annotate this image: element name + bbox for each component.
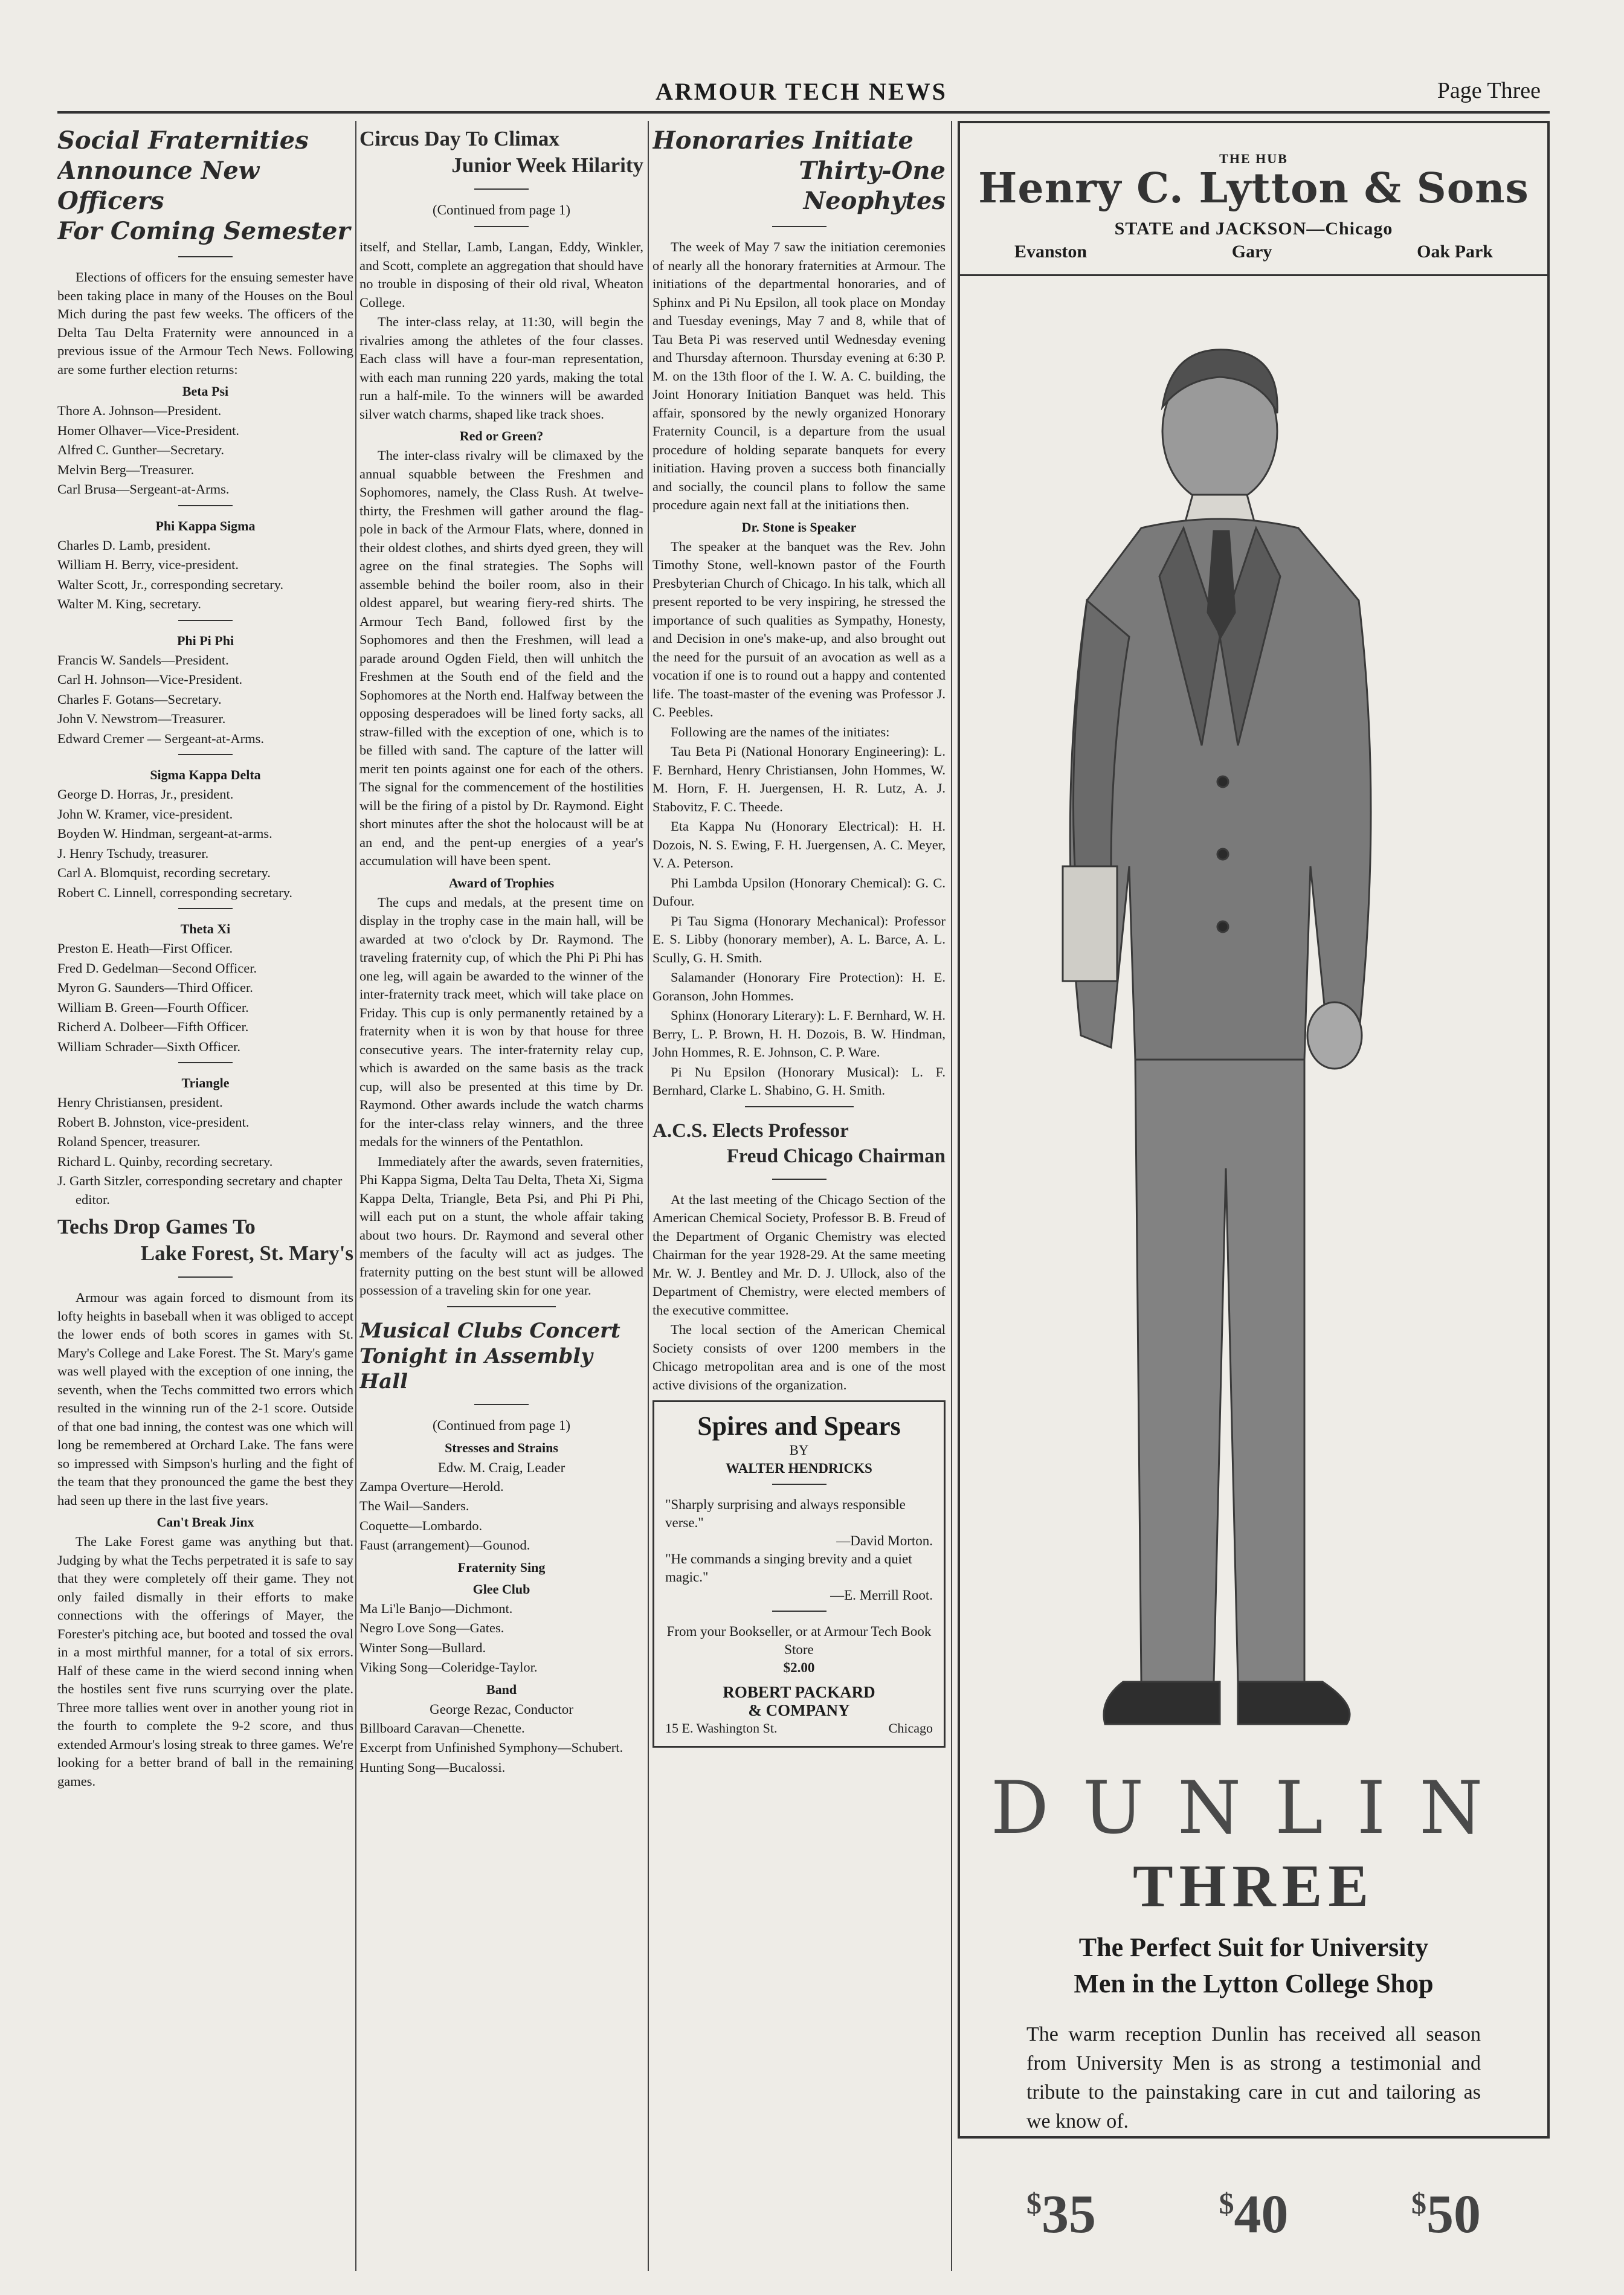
officer-line: Carl A. Blomquist, recording secretary.: [57, 865, 271, 880]
column-1: [57, 121, 353, 2277]
hub-logo: THE HUB: [1219, 151, 1288, 166]
book-ad: [652, 1400, 946, 1748]
initiates-entry: Pi Nu Epsilon (Honorary Musical): L. F. Bernhard, Clarke L. Shabino, G. H. Smith.: [652, 1064, 946, 1098]
divider: [178, 754, 233, 755]
product-model: THREE: [1132, 1852, 1375, 1919]
initiates-entry: Pi Tau Sigma (Honorary Mechanical): Professor E. S. Libby (honorary member), A. L. Barce, A. L. Scully, G. H. Smith.: [652, 913, 946, 965]
column-2: [359, 121, 643, 2277]
ad-divider: [960, 274, 1547, 276]
program-line: Winter Song—Bullard.: [359, 1640, 486, 1655]
officer-line: Homer Olhaver—Vice-President.: [57, 422, 240, 438]
officer-line: J. Garth Sitzler, corresponding secretary and chapter editor.: [57, 1173, 343, 1207]
book-quote-attribution: —David Morton.: [836, 1533, 933, 1548]
divider: [772, 1484, 826, 1485]
divider: [772, 1179, 826, 1180]
officer-line: Carl Brusa—Sergeant-at-Arms.: [57, 481, 230, 497]
officer-line: Roland Spencer, treasurer.: [57, 1134, 201, 1149]
initiates-entry: Sphinx (Honorary Literary): L. F. Bernhard, W. H. Berry, L. P. Brown, H. H. Dozois, B. W. Hindman, John Hommes, R. E. Johnson, C. P. Ware.: [652, 1008, 946, 1060]
house-name: Phi Kappa Sigma: [155, 518, 256, 533]
price: $35: [1026, 2184, 1096, 2244]
officer-line: Walter M. King, secretary.: [57, 596, 201, 611]
book-author: WALTER HENDRICKS: [726, 1461, 872, 1476]
officer-line: John W. Kramer, vice-president.: [57, 806, 233, 822]
book-title: Spires and Spears: [697, 1411, 901, 1441]
initiates-entry: Salamander (Honorary Fire Protection): H. E. Goranson, John Hommes.: [652, 970, 946, 1003]
divider: [178, 1062, 233, 1063]
ad-tagline: [984, 1930, 1523, 2002]
price: $50: [1411, 2184, 1481, 2244]
officer-line: Richerd A. Dolbeer—Fifth Officer.: [57, 1019, 249, 1034]
page-number: Page Three: [1437, 78, 1541, 103]
officer-line: William H. Berry, vice-president.: [57, 557, 239, 572]
program-line: Ma Li'le Banjo—Dichmont.: [359, 1600, 513, 1616]
divider: [772, 1611, 826, 1612]
divider: [745, 1106, 854, 1107]
house-name: Phi Pi Phi: [176, 632, 234, 648]
program-line: Edw. M. Craig, Leader: [437, 1460, 566, 1475]
divider: [772, 226, 826, 227]
honoraries-paragraph: The speaker at the banquet was the Rev. John Timothy Stone, well-known pastor of the Fourth Presbyterian Church of Chicago. In his talk, which all present reported to be very inspiring, he stressed the importance of such qualities as Sympathy, Honesty, and Decision in one's make-up, and also brought out the need for the pursuit of an avocation as well as a vocation if one is to round out a happy and contented life. The toast-master of the evening was Professor J. C. Peebles.: [652, 538, 946, 719]
officer-line: Boyden W. Hindman, sergeant-at-arms.: [57, 826, 272, 841]
branch: Gary: [1231, 242, 1272, 262]
column-rule: [951, 121, 952, 2271]
continued-note: (Continued from page 1): [432, 202, 571, 217]
honoraries-paragraph: Following are the names of the initiates:: [671, 724, 890, 739]
circus-headline: Circus Day To Climax Junior Week Hilarity: [359, 127, 643, 177]
honoraries-subhead: Dr. Stone is Speaker: [741, 519, 857, 535]
sports-paragraph: Armour was again forced to dismount from its lofty heights in baseball when it was obliged to accept the lower ends of both scores in games with St. Mary's College and Lake Forest. The St. Mary's game was well played with the exception of one inning, the seventh, when the Techs committed two errors which resulted in the winning run of the 2-1 score. Outside of that one bad inning, the contest was one which will long be remembered at Orchard Lake. The fans were so impressed with Simpson's hurling and the fight of the team that they pronounced the game the best they had seen up there in the last five years.: [57, 1290, 353, 1508]
music-subhead: Glee Club: [472, 1581, 530, 1597]
officer-line: Richard L. Quinby, recording secretary.: [57, 1153, 273, 1169]
divider: [474, 226, 529, 227]
publisher-name: ROBERT PACKARD: [723, 1683, 875, 1701]
store-name: Henry C. Lytton & Sons: [978, 164, 1529, 213]
column-rule: [648, 121, 649, 2271]
paper-name: ARMOUR TECH NEWS: [656, 78, 947, 105]
divider: [178, 256, 233, 257]
circus-paragraph: The cups and medals, at the present time on display in the trophy case in the main hall, will be awarded at two o'clock by Dr. Raymond. The traveling fraternity cup, of which the Phi Pi Phi has one leg, will again be awarded to the winner of the inter-fraternity track meet, which will take place on Friday. This cup is only permanently retained by a fraternity when it is won by that house for three consecutive years. The inter-fraternity relay cup, which is awarded on the same basis as the track cup, will also be presented at this time by Dr. Raymond. Other awards include the watch charms for the inter-class relay winners, and the three medals for the winners of the Pentathlon.: [359, 894, 643, 1149]
officer-line: Preston E. Heath—First Officer.: [57, 941, 233, 956]
honoraries-headline: Honoraries Initiate Thirty-One Neophytes: [652, 126, 946, 215]
program-line: The Wail—Sanders.: [359, 1498, 469, 1513]
program-line: Hunting Song—Bucalossi.: [359, 1759, 506, 1775]
officer-line: George D. Horras, Jr., president.: [57, 787, 234, 802]
officer-line: William Schrader—Sixth Officer.: [57, 1038, 240, 1054]
book-quote: "He commands a singing brevity and a quiet magic.": [665, 1551, 912, 1585]
price: $40: [1219, 2184, 1289, 2244]
book-by: BY: [789, 1443, 809, 1458]
circus-paragraph: The inter-class rivalry will be climaxed by the annual squabble between the Freshmen and Sophomores, namely, the Class Rush. At twelve-thirty, the Freshmen will gather around the flag-pole in back of the Armour Flats, where, donned in their oldest clothes, and shirts dyed green, they will agree on the final strategies. The Sophs will assemble behind the boiler room, also in their oldest apparel, but wearing fiery-red shirts. The Armour Tech Band, followed first by the Sophomores and then the Freshmen, will lead a parade around Ogden Field, then will unhitch the Freshmen at the South end of the field and the Sophomores at the North end. Halfway between the opposing desperadoes will be lined forty sacks, all straw-filled with the exception of one, which is to be filled with sand. The capture of the latter will merit ten points against one for each of the others. The signal for the commencement of the hostilities will be the firing of a pistol by Dr. Raymond. Eight short minutes after the shot the holocaust will be at an end, and the pent-up energies of a year's accumulation will have been spent.: [359, 448, 643, 868]
publisher-street: 15 E. Washington St.: [665, 1720, 778, 1736]
circus-paragraph: The inter-class relay, at 11:30, will begin the rivalries among the athletes of the four classes. Each class will have a four-man representation, with each man running 220 yards, making the total run a half-mile. To the winners will be awarded silver watch charms, shaped like track shoes.: [359, 314, 643, 422]
sports-subhead: Can't Break Jinx: [156, 1514, 254, 1530]
officer-line: Melvin Berg—Treasurer.: [57, 462, 195, 477]
divider: [474, 188, 529, 190]
branch: Oak Park: [1417, 242, 1493, 262]
initiates-entry: Phi Lambda Upsilon (Honorary Chemical): G. C. Dufour.: [652, 875, 946, 909]
sports-headline: Techs Drop Games To Lake Forest, St. Mary's: [57, 1215, 353, 1265]
program-line: Negro Love Song—Gates.: [359, 1620, 504, 1635]
officer-line: Thore A. Johnson—President.: [57, 403, 222, 418]
divider: [447, 1306, 556, 1307]
officer-line: Fred D. Gedelman—Second Officer.: [57, 960, 257, 976]
continued-note: (Continued from page 1): [432, 1417, 571, 1433]
masthead: [57, 77, 1550, 114]
price-list: [1026, 2183, 1481, 2245]
store-branches: [960, 242, 1547, 262]
fraternities-intro: Elections of officers for the ensuing semester have been taking place in many of the Houses on the Boul Mich during the past few weeks. The officers of the Delta Tau Delta Fraternity were announced in a previous issue of the Armour Tech News. Following are some further election returns:: [57, 269, 353, 377]
officer-line: Edward Cremer — Sergeant-at-Arms.: [57, 730, 264, 746]
divider: [178, 620, 233, 621]
program-line: Viking Song—Coleridge-Taylor.: [359, 1659, 538, 1675]
branch: Evanston: [1014, 242, 1088, 262]
man-in-suit-illustration: [1020, 323, 1480, 1760]
column-rule: [355, 121, 356, 2271]
publisher-address: [665, 1719, 933, 1737]
lytton-advertisement: [958, 121, 1550, 2244]
fraternities-headline: Social Fraternities Announce New Officers For Coming Semester: [57, 126, 350, 245]
officer-line: Charles D. Lamb, president.: [57, 537, 211, 553]
officer-line: Charles F. Gotans—Secretary.: [57, 691, 222, 707]
circus-subhead: Award of Trophies: [448, 875, 555, 890]
acs-headline: A.C.S. Elects Professor Freud Chicago Chairman: [652, 1119, 946, 1167]
officer-line: William B. Green—Fourth Officer.: [57, 999, 249, 1015]
divider: [178, 1276, 233, 1278]
book-availability: From your Bookseller, or at Armour Tech Book Store: [666, 1624, 932, 1657]
tagline-line: The Perfect Suit for University: [1078, 1933, 1429, 1962]
program-line: Zampa Overture—Herold.: [359, 1478, 504, 1494]
house-name: Beta Psi: [182, 384, 229, 399]
music-subhead: Fraternity Sing: [457, 1559, 546, 1575]
officer-line: Henry Christiansen, president.: [57, 1095, 223, 1110]
book-quote: "Sharply surprising and always responsible verse.": [665, 1497, 906, 1530]
book-quote-attribution: —E. Merrill Root.: [830, 1588, 933, 1603]
house-name: Theta Xi: [180, 921, 231, 936]
divider: [178, 908, 233, 909]
publisher-name: & COMPANY: [748, 1701, 850, 1719]
officer-line: John V. Newstrom—Treasurer.: [57, 711, 226, 726]
honoraries-paragraph: The week of May 7 saw the initiation ceremonies of nearly all the honorary fraternities at Armour. The initiations of the departmental honoraries, and of Sphinx and Pi Nu Epsilon, all took place on Monday and Tuesday evenings, May 7 and 8, while that of Tau Beta Pi was reserved until Wednesday evening and Thursday afternoon. Thursday evening at 6:30 P. M. on the 13th floor of the I. W. A. C. building, the Joint Honorary Initiation Banquet was held. This affair, sponsored by the newly organized Honorary Fraternity Council, is a departure from the usual procedure of holding separate banquets for every initiation. Having proven a success both financially and socially, the council plans to follow the same procedure again next fall at the initiations then.: [652, 239, 946, 512]
officer-line: Robert C. Linnell, corresponding secretary.: [57, 884, 293, 900]
advertisement-column: [958, 121, 1550, 2277]
acs-paragraph: At the last meeting of the Chicago Section of the American Chemical Society, Professor B. B. Freud of the Department of Organic Chemistry was elected Chairman for the year 1928-29. At the same meeting Mr. W. J. Bentley and Mr. D. J. Ullock, also of the Department of Chemistry, were elected members of the executive committee.: [652, 1191, 946, 1318]
music-subhead: Band: [486, 1681, 517, 1697]
officer-line: Alfred C. Gunther—Secretary.: [57, 442, 224, 457]
ad-copy: The warm reception Dunlin has received all season from University Men is as strong a testimonial and tribute to the painstaking care in cut and tailoring as we know of.: [1026, 2023, 1481, 2132]
divider: [178, 505, 233, 506]
program-line: Excerpt from Unfinished Symphony—Schubert.: [359, 1740, 624, 1755]
house-name: Sigma Kappa Delta: [150, 767, 261, 782]
program-line: Billboard Caravan—Chenette.: [359, 1720, 525, 1736]
circus-paragraph: Immediately after the awards, seven fraternities, Phi Kappa Sigma, Delta Tau Delta, Theta Xi, Sigma Kappa Delta, Triangle, Beta Psi, and Phi Pi Phi, will each put on a stunt, the whole affair taking about two hours. Dr. Raymond and several other members of the faculty will act as judges. The fraternity putting on the best stunt will be allowed possession of a traveling skin for one year.: [359, 1153, 643, 1298]
circus-paragraph: itself, and Stellar, Lamb, Langan, Eddy, Winkler, and Scott, complete an aggregation that should have no trouble in disposing of their old rival, Wheaton College.: [359, 239, 643, 310]
initiates-entry: Eta Kappa Nu (Honorary Electrical): H. H. Dozois, N. S. Ewing, F. H. Juergensen, A. C. Meyer, V. A. Peterson.: [652, 819, 946, 871]
officer-line: Francis W. Sandels—President.: [57, 652, 229, 668]
circus-subhead: Red or Green?: [459, 428, 544, 443]
column-3: [652, 121, 946, 2277]
initiates-entry: Tau Beta Pi (National Honorary Engineering): L. F. Bernhard, Henry Christiansen, John Hommes, W. M. Horn, F. H. Juergensen, H. R. Lutz, A. J. Stabovitz, F. C. Theede.: [652, 744, 946, 814]
tagline-line: Men in the Lytton College Shop: [1074, 1969, 1434, 1998]
acs-paragraph: The local section of the American Chemical Society consists of over 1200 members in the Chicago metropolitan area and is one of the most active divisions of the organization.: [652, 1322, 946, 1392]
sports-paragraph: The Lake Forest game was anything but that. Judging by what the Techs perpetrated it is safe to say that they were completely off their game. They not only failed dismally in their efforts to make connections with the offerings of Mayer, the Forester's pitching ace, but booted and tossed the oval in a most mirthful manner, for a total of six errors. Half of these came in the wierd second inning when the hostiles sent five runs scurrying over the plate. Three more tallies went over in another young riot in the fourth to complete the 9-2 score, and thus extended Armour's losing streak to three games. We're looking for a better brand of ball in the remaining games.: [57, 1534, 353, 1789]
divider: [474, 1404, 529, 1405]
book-price: $2.00: [783, 1660, 815, 1675]
music-headline: Musical Clubs Concert Tonight in Assembly Hall: [359, 1318, 620, 1394]
music-subhead: Stresses and Strains: [445, 1440, 558, 1455]
program-line: Faust (arrangement)—Gounod.: [359, 1537, 530, 1553]
officer-line: Walter Scott, Jr., corresponding secretary.: [57, 576, 284, 592]
store-address: STATE and JACKSON—Chicago: [1114, 219, 1393, 239]
officer-line: J. Henry Tschudy, treasurer.: [57, 845, 209, 861]
program-line: Coquette—Lombardo.: [359, 1518, 483, 1533]
publisher-city: Chicago: [888, 1720, 933, 1736]
officer-line: Myron G. Saunders—Third Officer.: [57, 980, 253, 995]
officer-line: Robert B. Johnston, vice-president.: [57, 1114, 250, 1130]
officer-line: Carl H. Johnson—Vice-President.: [57, 672, 243, 687]
program-line: George Rezac, Conductor: [430, 1701, 573, 1717]
house-name: Triangle: [181, 1075, 230, 1090]
product-name: DUNLIN: [990, 1766, 1517, 1850]
